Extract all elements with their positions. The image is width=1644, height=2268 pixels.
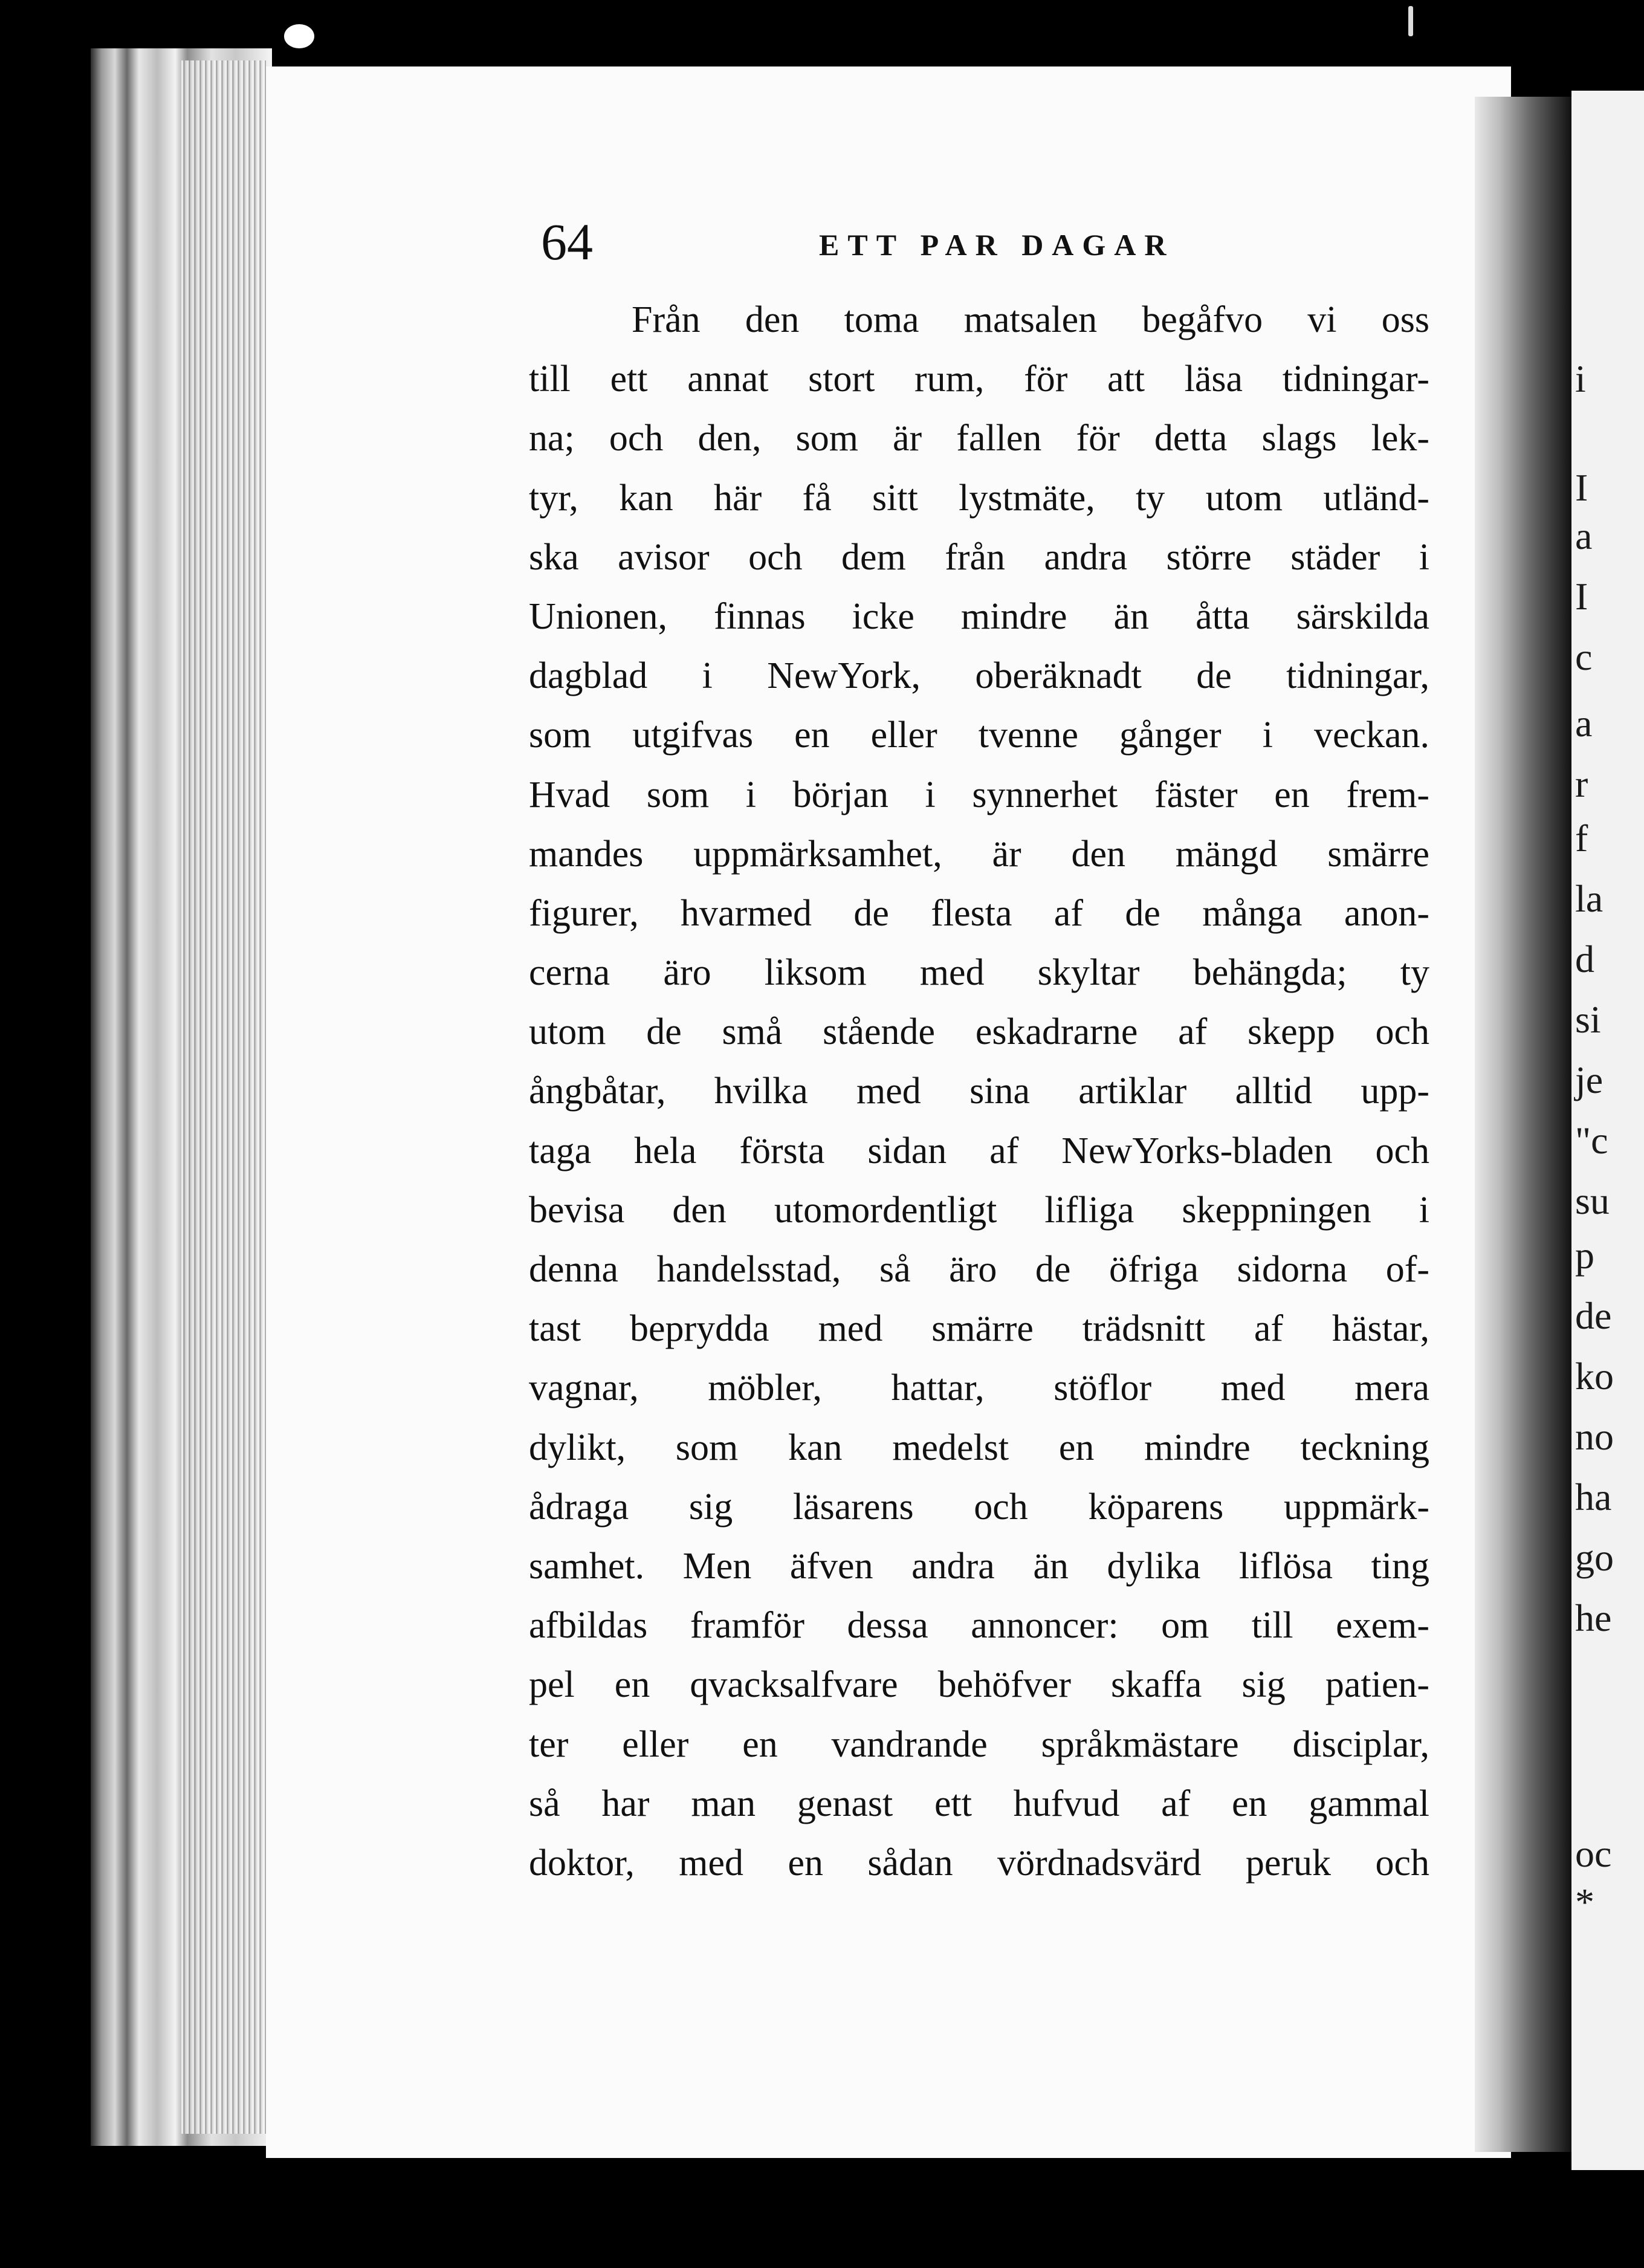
next-page-fragment: go [1575,1536,1614,1579]
text-line: Hvad som i början i synnerhet fäster en frem- [529,774,1429,815]
next-page-fragment: I [1575,575,1588,618]
text-line: så har man genast ett hufvud af en gammal [529,1783,1429,1824]
text-line: mandes uppmärksamhet, är den mängd smärre [529,833,1429,875]
text-line: ångbåtar, hvilka med sina artiklar alltid upp- [529,1071,1429,1112]
left-leaf-stack [181,60,266,2134]
next-page-fragment: no [1575,1415,1614,1458]
next-page-fragment: he [1575,1596,1612,1639]
text-line: vagnar, möbler, hattar, stöflor med mera [529,1367,1429,1409]
text-line: Unionen, finnas icke mindre än åtta särskilda [529,595,1429,637]
next-page-fragment: c [1575,635,1593,678]
text-line: taga hela första sidan af NewYorks-bladen och [529,1130,1429,1171]
text-line: na; och den, som är fallen för detta slags lek- [529,418,1429,459]
text-line: doktor, med en sådan vördnadsvärd peruk och [529,1842,1429,1884]
body-text [529,290,1429,1893]
text-line: cerna äro liksom med skyltar behängda; ty [529,952,1429,994]
next-page-fragment: a [1575,702,1593,745]
page-header [541,209,1417,275]
text-line: bevisa den utomordentligt lifliga skeppningen i [529,1189,1429,1231]
next-page-fragment: ha [1575,1476,1612,1518]
text-line: denna handelsstad, så äro de öfriga sidorna of- [529,1249,1429,1290]
text-line: tyr, kan här få sitt lystmäte, ty utom utländ- [529,477,1429,519]
text-line: afbildas framför dessa annoncer: om till exem- [529,1605,1429,1647]
next-page-fragment: a [1575,514,1593,557]
next-page-fragment: p [1575,1234,1594,1277]
next-page-fragment: i [1575,357,1586,400]
next-page-fragment: d [1575,938,1594,980]
text-line: som utgifvas en eller tvenne gånger i veckan. [529,714,1429,756]
text-line: tast beprydda med smärre trädsnitt af hästar, [529,1308,1429,1350]
scan-speck [1408,6,1413,36]
text-line: dylikt, som kan medelst en mindre teckning [529,1427,1429,1468]
text-line: pel en qvacksalfvare behöfver skaffa sig patien- [529,1664,1429,1706]
text-line: dagblad i NewYork, oberäknadt de tidningar, [529,655,1429,697]
next-page-fragment: f [1575,817,1588,860]
next-page-fragment: ko [1575,1355,1614,1398]
next-page-fragment: I [1575,466,1588,509]
next-page-fragment: oc [1575,1832,1612,1875]
text-line: Från den toma matsalen begåfvo vi oss [632,299,1429,340]
text-line: utom de små stående eskadrarne af skepp och [529,1011,1429,1053]
next-page-fragment: su [1575,1179,1610,1222]
next-page-fragment: de [1575,1294,1612,1337]
text-line: ter eller en vandrande språkmästare disciplar, [529,1723,1429,1765]
text-line: samhet. Men äfven andra än dylika liflösa ting [529,1545,1429,1587]
text-line: ådraga sig läsarens och köparens uppmärk- [529,1486,1429,1528]
next-page-edge [1571,91,1644,2170]
next-page-fragment: r [1575,762,1588,805]
next-page-fragment: * [1575,1881,1594,1923]
next-page-fragment: la [1575,877,1604,920]
next-page-fragment: "c [1575,1119,1608,1162]
next-page-fragment: si [1575,998,1601,1041]
page-number: 64 [541,213,593,271]
text-line: ska avisor och dem från andra större städer i [529,536,1429,578]
text-line: till ett annat stort rum, för att läsa tidningar- [529,358,1429,400]
running-head: ETT PAR DAGAR [819,228,1175,262]
gutter-shadow [1475,97,1571,2152]
scan-speck [284,24,314,48]
text-line: figurer, hvarmed de flesta af de många anon- [529,892,1429,934]
next-page-fragment: je [1575,1058,1604,1101]
